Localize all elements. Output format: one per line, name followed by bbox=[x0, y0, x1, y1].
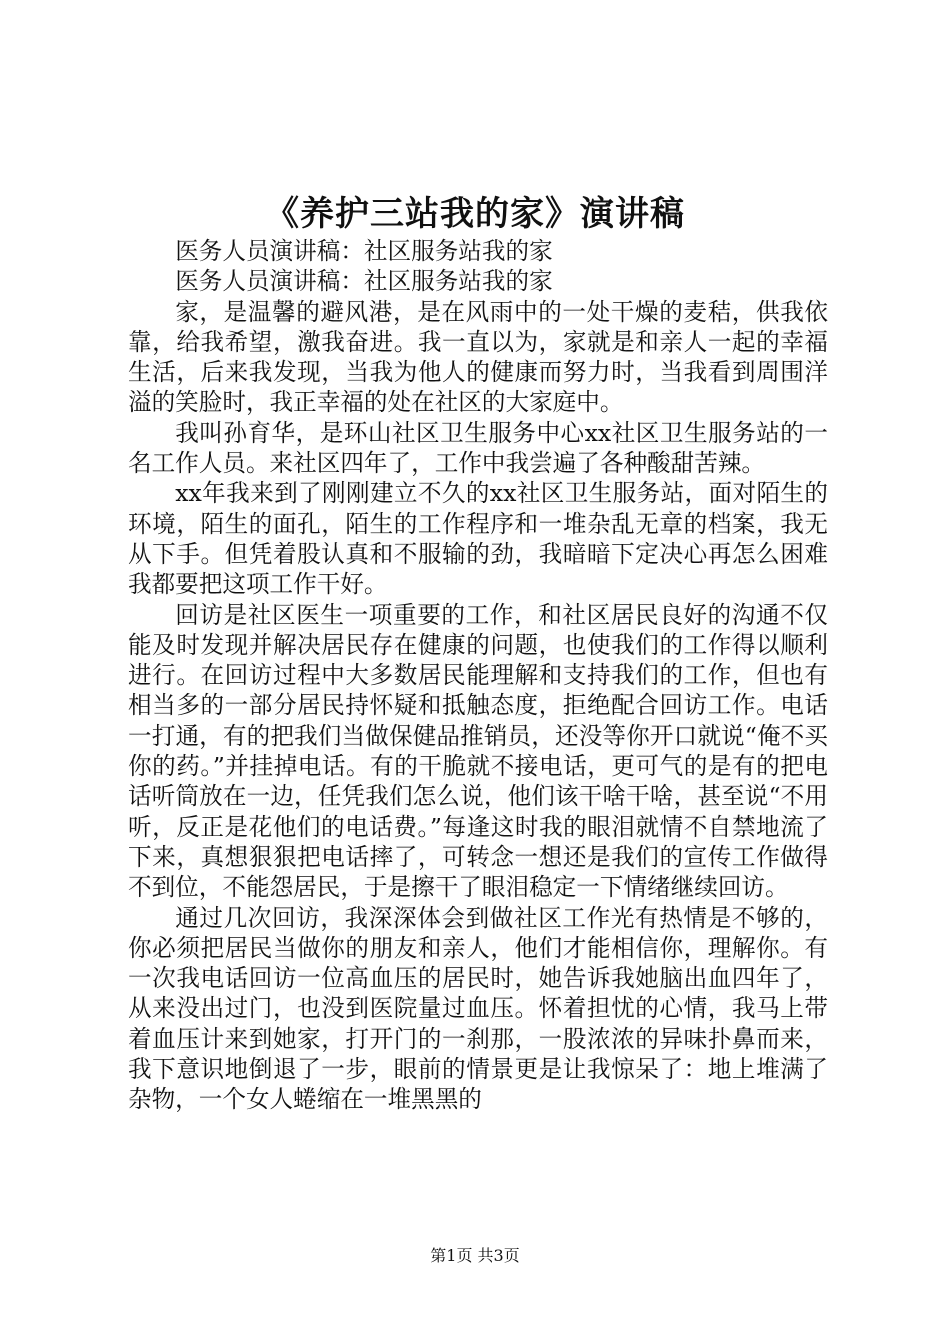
paragraph: xx年我来到了刚刚建立不久的xx社区卫生服务站，面对陌生的环境，陌生的面孔，陌生的工作程序和一堆杂乱无章的档案，我无从下手。但凭着股认真和不服输的劲，我暗暗下定决心再怎么困难我都要把这项工作干好。 bbox=[128, 479, 828, 599]
paragraph: 医务人员演讲稿：社区服务站我的家 bbox=[175, 267, 553, 296]
paragraph: 家，是温馨的避风港，是在风雨中的一处干燥的麦秸，供我依靠，给我希望，激我奋进。我一直以为，家就是和亲人一起的幸福生活，后来我发现，当我为他人的健康而努力时，当我看到周围洋溢的笑脸时，我正幸福的处在社区的大家庭中。 bbox=[128, 297, 828, 417]
paragraph: 通过几次回访，我深深体会到做社区工作光有热情是不够的，你必须把居民当做你的朋友和亲人，他们才能相信你，理解你。有一次我电话回访一位高血压的居民时，她告诉我她脑出血四年了，从来没出过门，也没到医院量过血压。怀着担忧的心情，我马上带着血压计来到她家，打开门的一刹那，一股浓浓的异味扑鼻而来，我下意识地倒退了一步，眼前的情景更是让我惊呆了：地上堆满了杂物，一个女人蜷缩在一堆黑黑的 bbox=[128, 903, 828, 1114]
paragraph: 回访是社区医生一项重要的工作，和社区居民良好的沟通不仅能及时发现并解决居民存在健康的问题，也使我们的工作得以顺利进行。在回访过程中大多数居民能理解和支持我们的工作，但也有相当多的一部分居民持怀疑和抵触态度，拒绝配合回访工作。电话一打通，有的把我们当做保健品推销员，还没等你开口就说“俺不买你的药。”并挂掉电话。有的干脆就不接电话，更可气的是有的把电话听筒放在一边，任凭我们怎么说，他们该干啥干啥，甚至说“不用听，反正是花他们的电话费。”每逢这时我的眼泪就情不自禁地流了下来，真想狠狠把电话摔了，可转念一想还是我们的宣传工作做得不到位，不能怨居民，于是擦干了眼泪稳定一下情绪继续回访。 bbox=[128, 600, 828, 902]
document-title: 《养护三站我的家》演讲稿 bbox=[265, 194, 685, 234]
document-body bbox=[128, 236, 828, 1115]
paragraph: 医务人员演讲稿：社区服务站我的家 bbox=[175, 237, 553, 265]
paragraph: 我叫孙育华，是环山社区卫生服务中心xx社区卫生服务站的一名工作人员。来社区四年了，工作中我尝遍了各种酸甜苦辣。 bbox=[128, 418, 828, 478]
page-footer: 第1页 共3页 bbox=[430, 1246, 520, 1265]
